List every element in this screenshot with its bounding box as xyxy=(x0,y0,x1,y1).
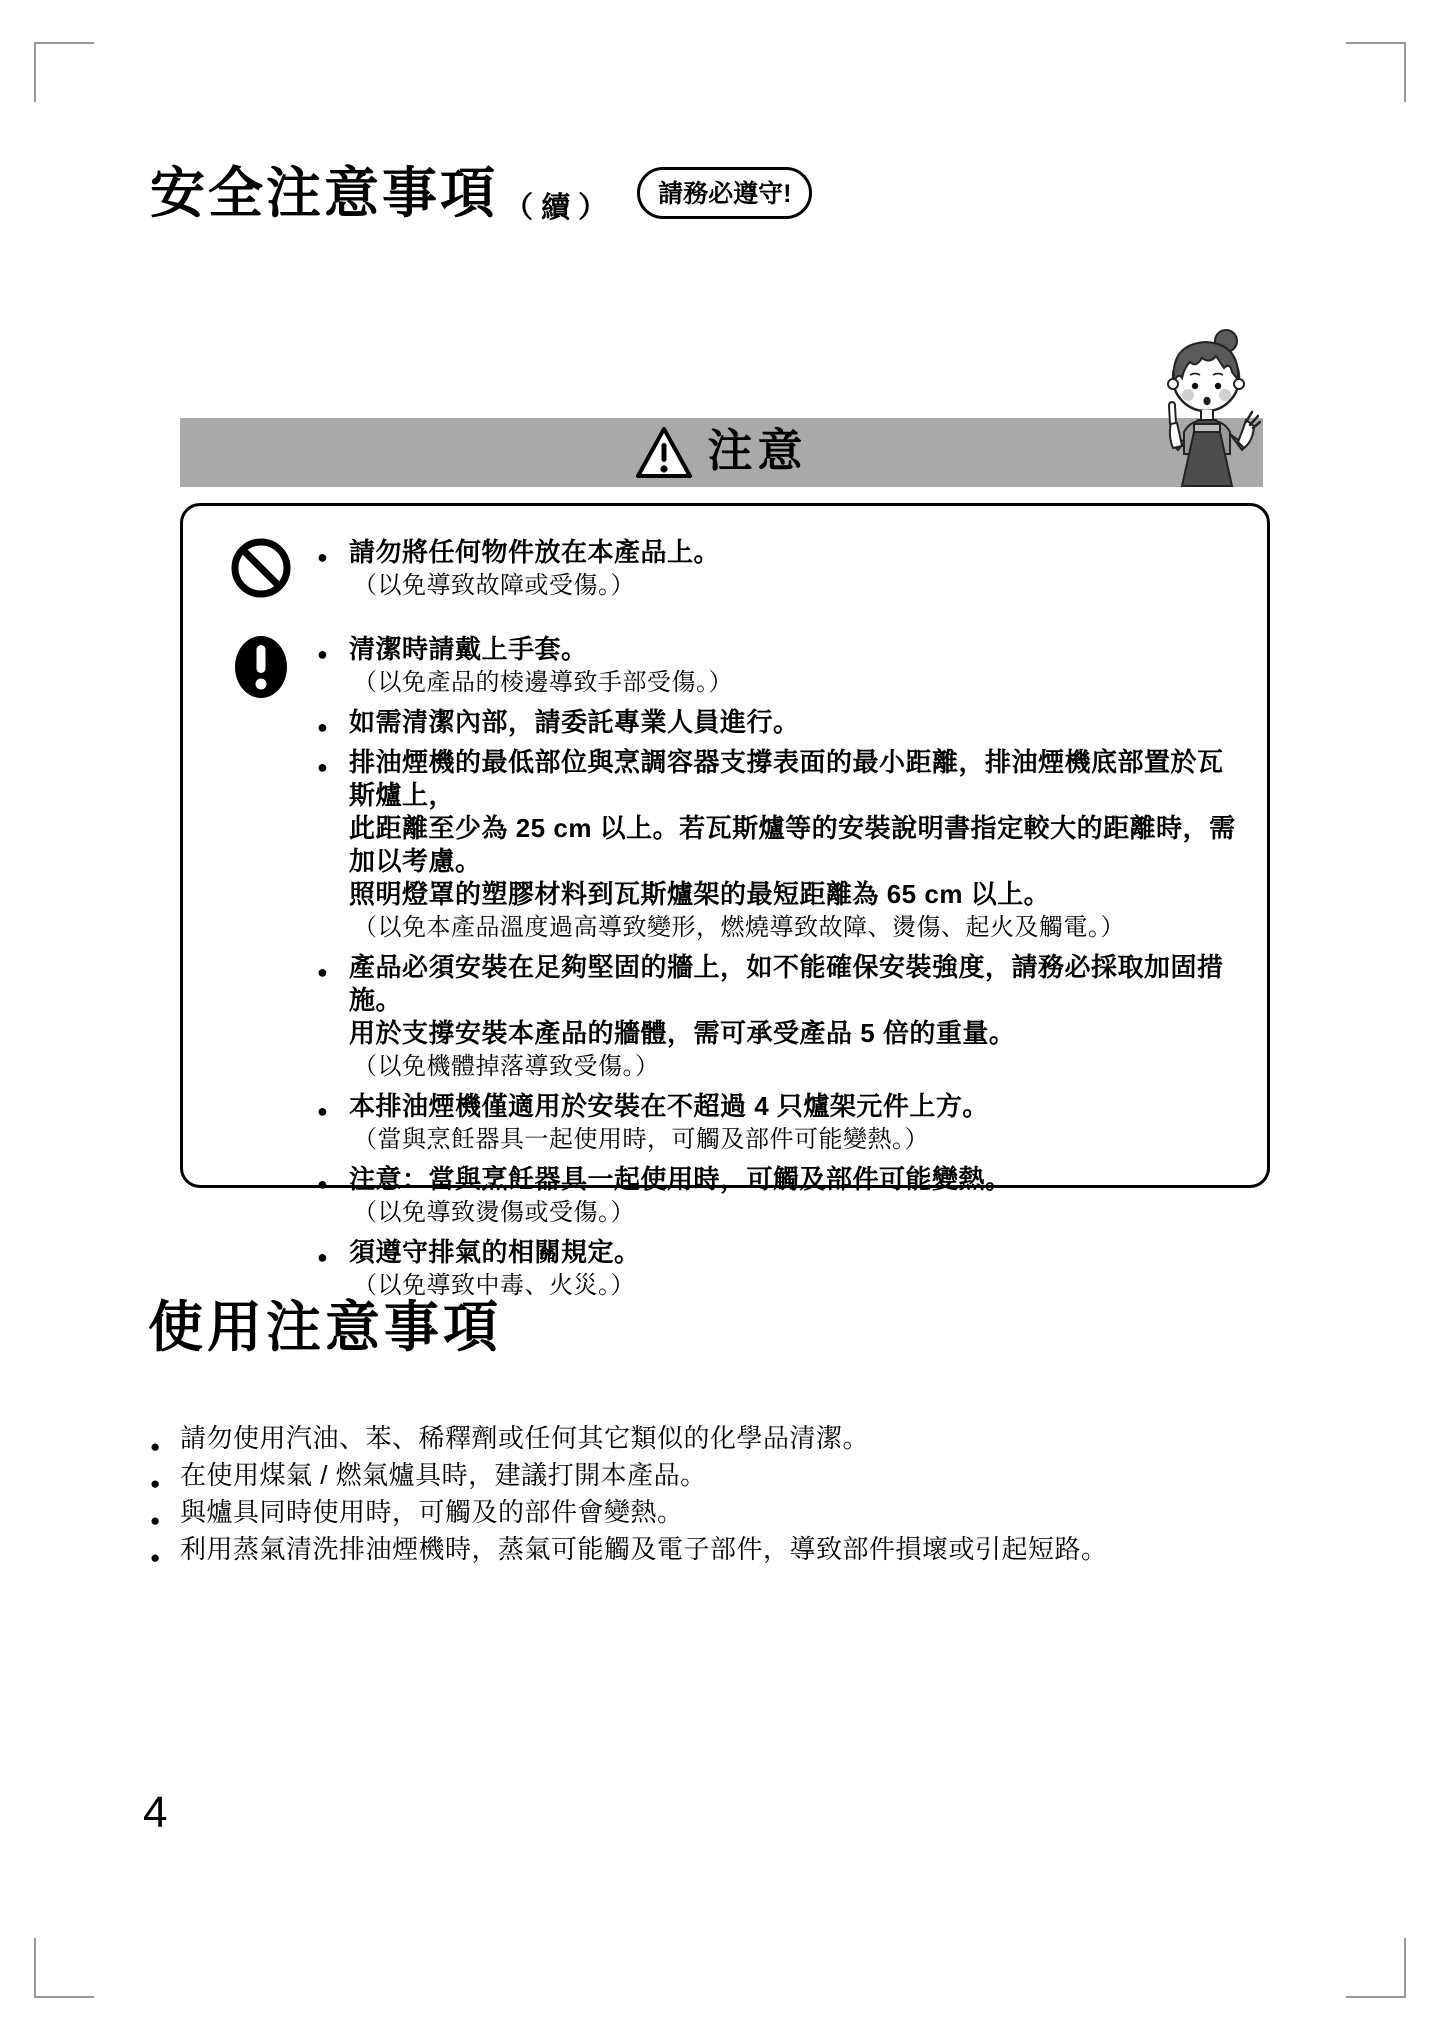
caution-note: （以免導致燙傷或受傷。） xyxy=(353,1199,635,1226)
caution-banner-label: 注意 xyxy=(707,425,808,476)
header xyxy=(150,163,812,226)
caution-note: （以免機體掉落導致受傷。） xyxy=(353,1053,660,1080)
caution-item xyxy=(315,951,1241,1083)
page-title-suffix: （ 續 ） xyxy=(504,192,608,224)
caution-note: （以免產品的棱邊導致手部受傷。） xyxy=(353,669,733,696)
caution-line: ● 排油煙機的最低部位與烹調容器支撐表面的最小距離，排油煙機底部置於瓦斯爐上， xyxy=(315,746,1241,812)
usage-item: ● 利用蒸氣清洗排油煙機時，蒸氣可能觸及電子部件，導致部件損壞或引起短路。 xyxy=(150,1531,1300,1568)
usage-item: ● 請勿使用汽油、苯、稀釋劑或任何其它類似的化學品清潔。 xyxy=(150,1420,1300,1457)
caution-note: （當與烹飪器具一起使用時，可觸及部件可能變熱。） xyxy=(353,1126,929,1153)
caution-note: （以免本產品溫度過高導致變形，燃燒導致故障、燙傷、起火及觸電。） xyxy=(353,914,1125,941)
caution-line: 用於支撐安裝本產品的牆體，需可承受產品 5 倍的重量。 xyxy=(349,1018,1016,1048)
caution-line: ● 清潔時請戴上手套。 xyxy=(315,633,1241,666)
caution-item xyxy=(315,1090,1241,1156)
caution-line: ● 注意：當與烹飪器具一起使用時，可觸及部件可能變熱。 xyxy=(315,1163,1241,1196)
caution-banner-inner xyxy=(635,426,807,480)
caution-note: （以免導致中毒、火災。） xyxy=(353,1272,635,1299)
caution-item xyxy=(315,1163,1241,1229)
trim-mark-top-left xyxy=(34,42,94,102)
mandatory-exclamation-icon xyxy=(207,633,315,1309)
caution-item xyxy=(315,746,1241,944)
caution-note: （以免導致故障或受傷。） xyxy=(353,572,635,599)
usage-section-title: 使用注意事項 xyxy=(148,1296,503,1358)
caution-item xyxy=(315,706,1241,739)
usage-list xyxy=(150,1420,1300,1568)
pointing-woman-illustration xyxy=(1146,328,1274,488)
trim-mark-top-right xyxy=(1346,42,1406,102)
warning-triangle-icon xyxy=(635,426,693,480)
trim-mark-bottom-right xyxy=(1346,1938,1406,1998)
prohibition-icon xyxy=(207,536,315,609)
page-number: 4 xyxy=(143,1788,168,1837)
caution-items xyxy=(315,633,1241,1309)
caution-group-mandatory xyxy=(207,633,1241,1309)
caution-item xyxy=(315,633,1241,699)
trim-mark-bottom-left xyxy=(34,1938,94,1998)
caution-banner xyxy=(180,418,1263,487)
page-title: 安全注意事項 xyxy=(150,162,499,224)
caution-line: ● 請勿將任何物件放在本產品上。 xyxy=(315,536,1241,569)
caution-line: 照明燈罩的塑膠材料到瓦斯爐架的最短距離為 65 cm 以上。 xyxy=(349,879,1051,909)
caution-box xyxy=(180,503,1270,1299)
caution-group-prohibition xyxy=(207,536,1241,609)
usage-item: ● 與爐具同時使用時，可觸及的部件會變熱。 xyxy=(150,1494,1300,1531)
must-follow-badge: 請務必遵守! xyxy=(637,167,812,219)
caution-line: ● 本排油煙機僅適用於安裝在不超過 4 只爐架元件上方。 xyxy=(315,1090,1241,1123)
caution-line: ● 如需清潔內部，請委託專業人員進行。 xyxy=(315,706,1241,739)
caution-item xyxy=(315,536,1241,602)
usage-item: ● 在使用煤氣 / 燃氣爐具時，建議打開本產品。 xyxy=(150,1457,1300,1494)
caution-line: ● 產品必須安裝在足夠堅固的牆上，如不能確保安裝強度，請務必採取加固措施。 xyxy=(315,951,1241,1017)
caution-line: 此距離至少為 25 cm 以上。若瓦斯爐等的安裝說明書指定較大的距離時，需加以考慮。 xyxy=(349,813,1236,876)
caution-items xyxy=(315,536,1241,609)
caution-line: ● 須遵守排氣的相關規定。 xyxy=(315,1236,1241,1269)
